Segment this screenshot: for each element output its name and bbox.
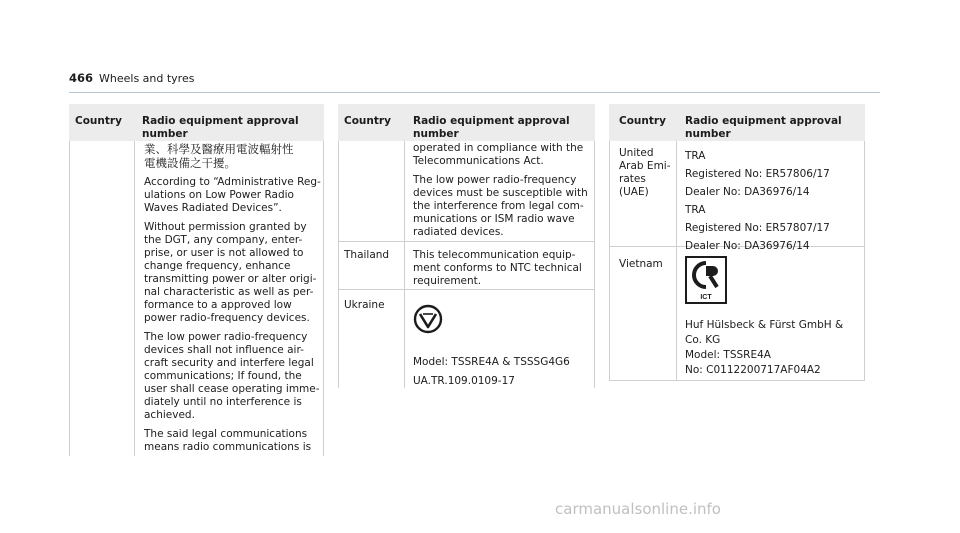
column-divider xyxy=(69,141,70,456)
column-divider xyxy=(594,141,595,388)
row-divider xyxy=(338,289,595,290)
column-divider xyxy=(609,141,610,381)
taiwan-requirements-text: 業、科學及醫療用電波輻射性 電機設備之干擾。 According to “Administrative Reg- ulations on Low Power Radio Waves Radiated Devices”. Without permission granted by the DGT, any company, enter- prise, or user is not allowed to change frequency, enhance transmitting power or alter origi- nal characteristic as well as per- formance to a approved low power radio-frequency devices. The low power radio-frequency devices shall not influence air- craft security and interfere legal communications; If found, the user shall cease operating imme- diately until no interference is achieved. The said legal communications means radio communications is xyxy=(144,142,321,453)
section-title: Wheels and tyres xyxy=(99,72,195,85)
country-header: Country xyxy=(75,115,122,127)
row-divider xyxy=(609,380,865,381)
approval-table-1 xyxy=(69,104,324,456)
column-divider xyxy=(676,141,677,381)
watermark: carmanualsonline.info xyxy=(555,500,721,518)
country-ukraine: Ukraine xyxy=(344,299,385,311)
column-divider xyxy=(323,141,324,456)
radio-approval-header: Radio equipment approval number xyxy=(413,115,570,140)
uae-approval-text: TRA Registered No: ER57806/17 Dealer No: DA36976/14 TRA Registered No: ER57807/17 Dealer No: DA36976/14 xyxy=(685,150,830,252)
country-vietnam: Vietnam xyxy=(619,258,663,270)
page-number: 466 xyxy=(69,71,94,85)
approval-table-3 xyxy=(609,104,865,381)
thailand-approval-text: This telecommunication equip- ment conforms to NTC technical requirement. xyxy=(413,249,582,287)
ukraine-number: UA.TR.109.0109-17 xyxy=(413,375,515,387)
column-divider xyxy=(404,141,405,388)
radio-approval-header: Radio equipment approval number xyxy=(142,115,299,140)
approval-table-2 xyxy=(338,104,595,388)
ukraine-conformity-mark-icon xyxy=(413,302,443,336)
country-thailand: Thailand xyxy=(344,249,390,261)
svg-text:ICT: ICT xyxy=(700,294,712,301)
country-uae: United Arab Emi- rates (UAE) xyxy=(619,147,671,198)
country-header: Country xyxy=(344,115,391,127)
column-divider xyxy=(864,141,865,381)
ukraine-model: Model: TSSRE4A & TSSSG4G6 xyxy=(413,356,570,368)
column-divider xyxy=(338,141,339,388)
page-header xyxy=(69,72,880,93)
taiwan-continued-text: operated in compliance with the Telecommunications Act. The low power radio-frequency devices must be susceptible with the interference from legal com- munications or ISM radio wave radiated devices. xyxy=(413,142,588,238)
column-divider xyxy=(134,141,135,456)
vietnam-approval-text: Huf Hülsbeck & Fürst GmbH & Co. KG Model: TSSRE4A No: C0112200717AF04A2 xyxy=(685,319,844,376)
vietnam-cr-ict-logo-icon xyxy=(685,256,727,304)
radio-approval-header: Radio equipment approval number xyxy=(685,115,842,140)
country-header: Country xyxy=(619,115,666,127)
